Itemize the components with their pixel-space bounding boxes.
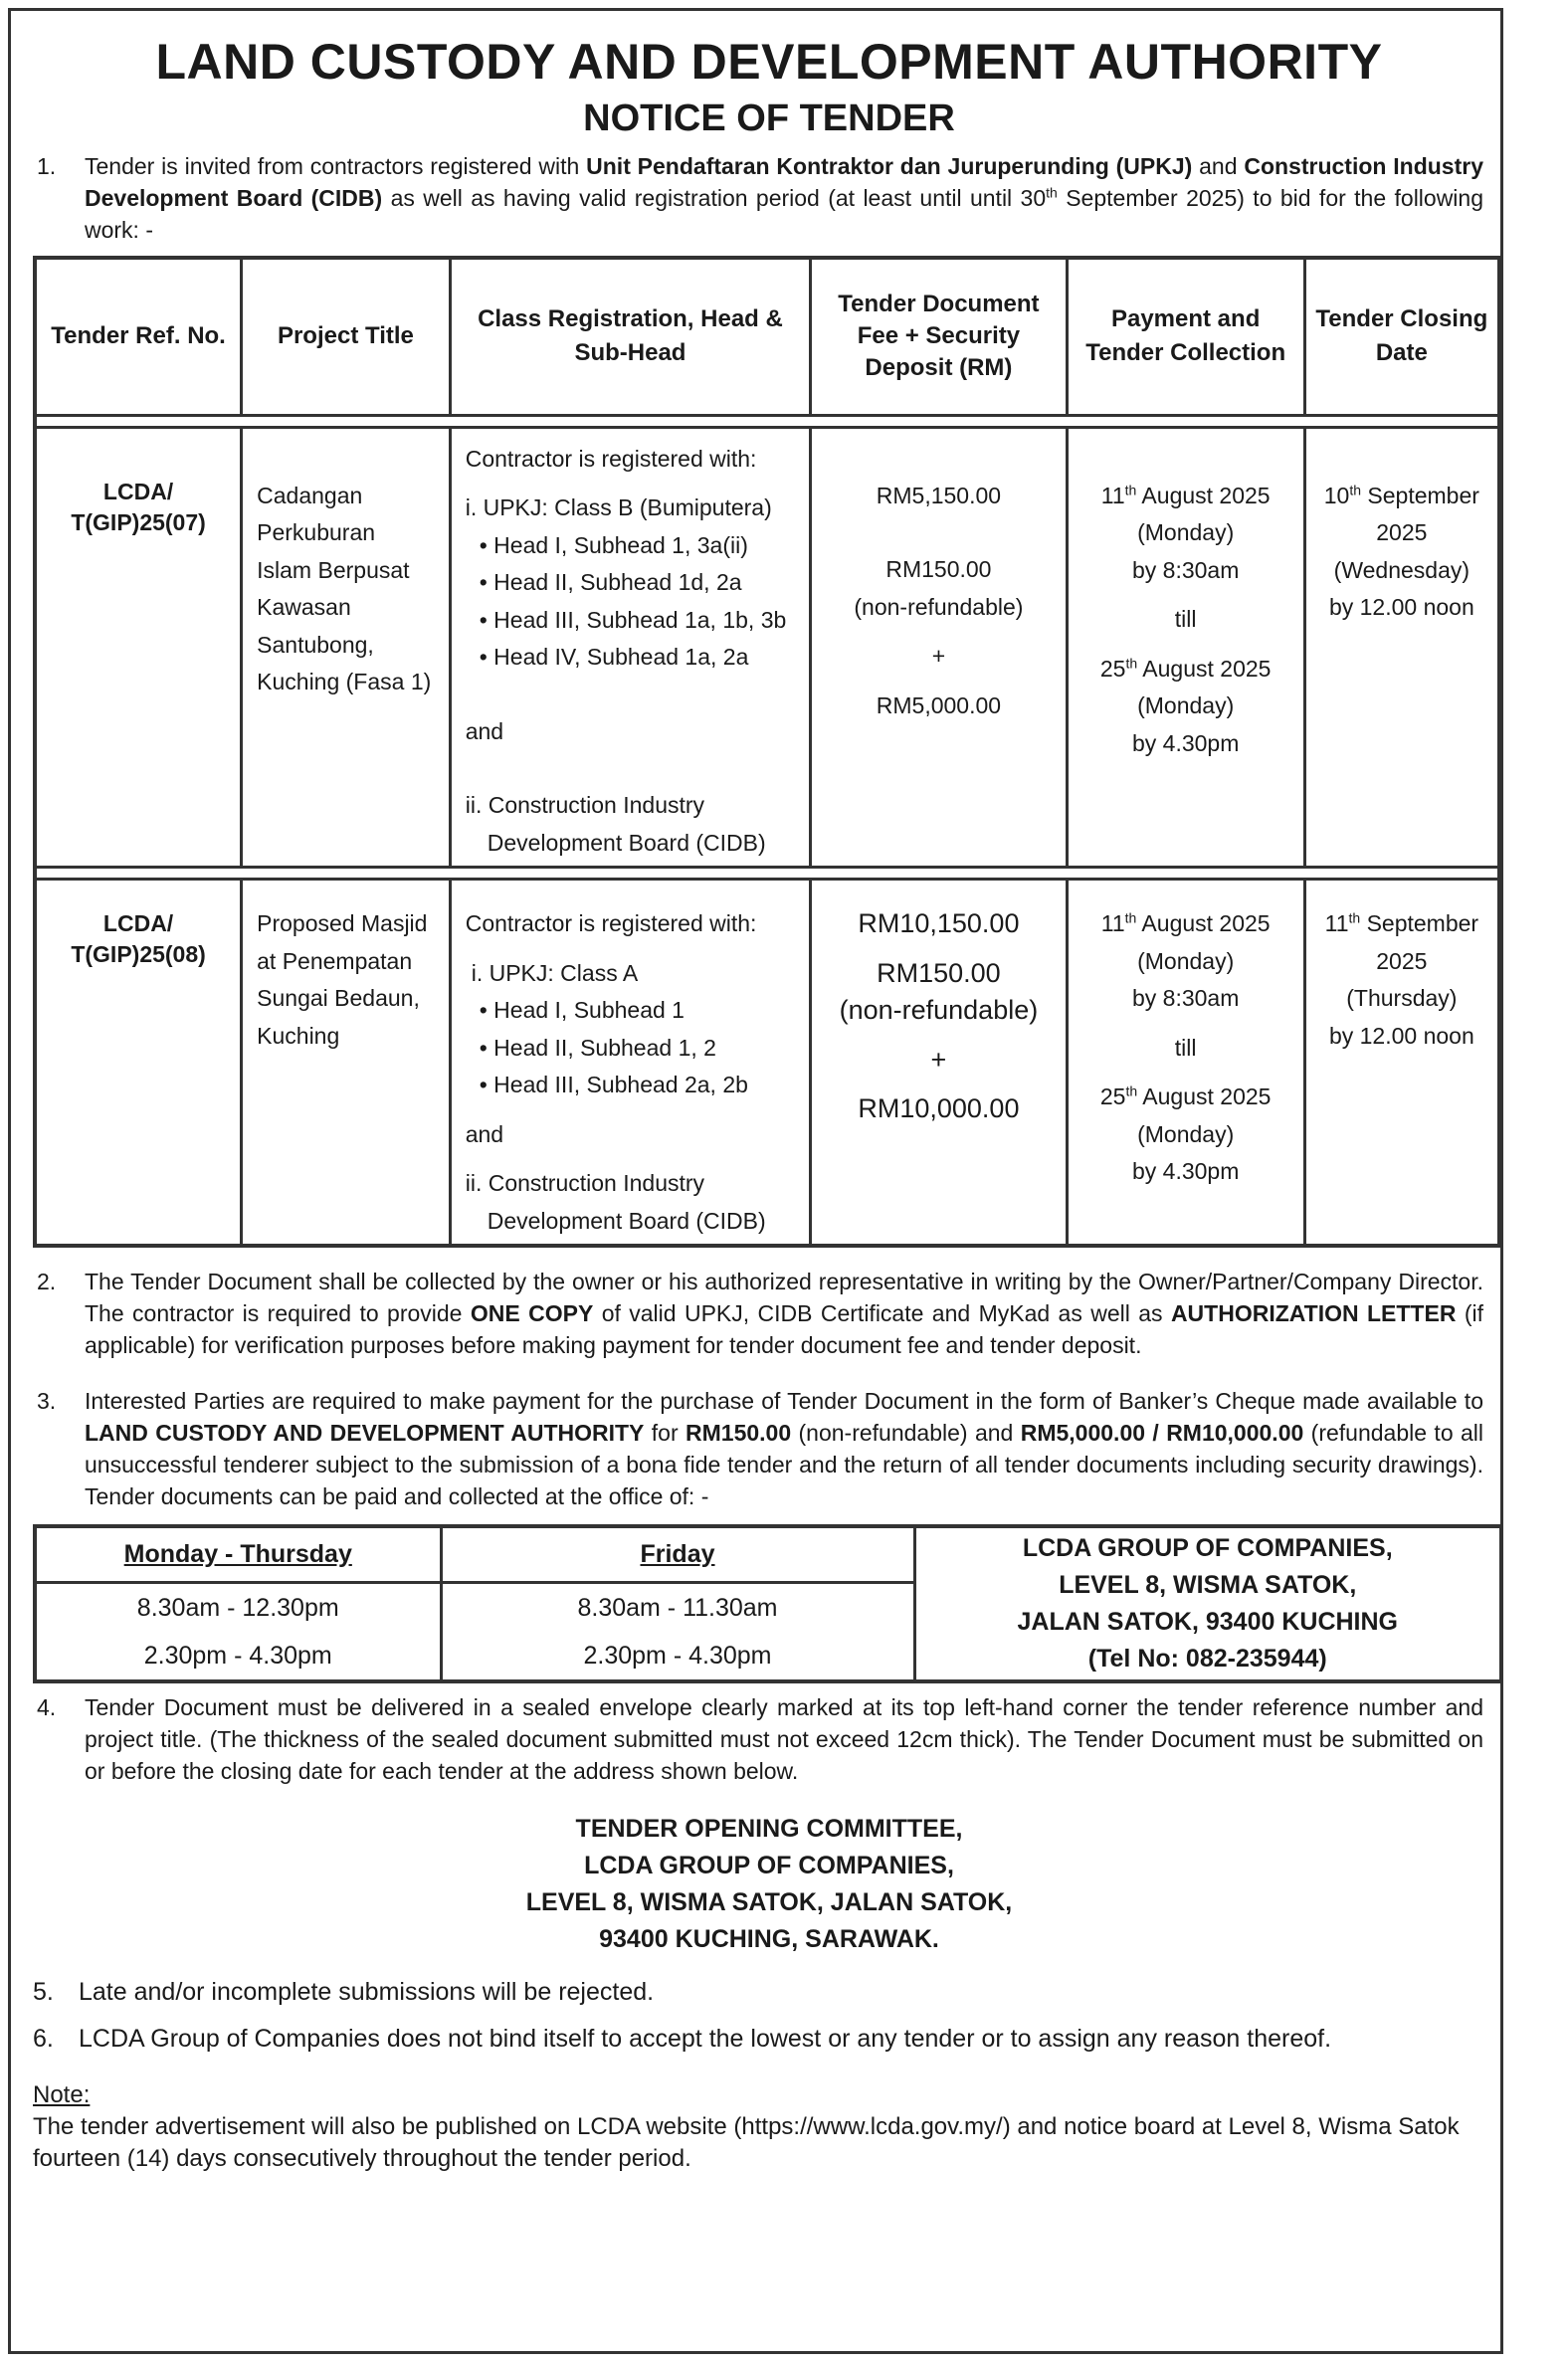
row-gap	[35, 868, 1499, 880]
cell-fee	[811, 880, 1067, 1247]
fee-deposit: RM5,000.00	[876, 691, 1002, 718]
notice-border	[8, 8, 1503, 2354]
text-run: (refundable to all unsuccessful tenderer subject to the submission of a bona fide tender and the return of all tender documents including security drawings). Tender documents can be paid and collected at the office of: -	[85, 1420, 1484, 1509]
paragraph-number: 1.	[37, 153, 57, 179]
closing-date	[1320, 905, 1483, 943]
class-intro: Contractor is registered with:	[465, 445, 757, 472]
payment-weekday: (Monday)	[1137, 947, 1235, 974]
payment-till: till	[1174, 1034, 1197, 1061]
payment-start	[1082, 905, 1289, 943]
paragraph-2	[33, 1266, 1505, 1361]
superscript: th	[1046, 184, 1058, 201]
class-cidb: Development Board (CIDB)	[487, 1207, 766, 1234]
note-section	[33, 2079, 1505, 2175]
class-cidb: ii. Construction Industry	[465, 1170, 705, 1196]
ref-line: LCDA/	[102, 910, 174, 936]
superscript: th	[1124, 481, 1137, 497]
date-month: August 2025	[1137, 1083, 1272, 1109]
header-ref: Tender Ref. No.	[35, 258, 242, 415]
class-upkj: i. UPKJ: Class A	[471, 959, 639, 986]
hours-slot: 8.30am - 11.30am	[577, 1593, 778, 1622]
bold-run: LAND CUSTODY AND DEVELOPMENT AUTHORITY	[85, 1420, 645, 1446]
address-line: LCDA GROUP OF COMPANIES,	[1022, 1533, 1393, 1562]
date-month: August 2025	[1136, 482, 1271, 508]
text-run: (non-refundable) and	[791, 1420, 1021, 1446]
row-gap	[35, 415, 1499, 427]
text-run: (if applicable) for verification purposes before making payment for tender document fee and tender deposit.	[85, 1300, 1483, 1358]
ref-line: T(GIP)25(07)	[71, 508, 206, 535]
text-run: September 2025) to bid for the following work: -	[85, 185, 1484, 243]
date-day: 11	[1100, 482, 1125, 508]
text-run: as well as having valid registration period (at least until until 30	[382, 185, 1047, 211]
head-item: • Head III, Subhead 1a, 1b, 3b	[479, 606, 787, 633]
header-fee: Tender Document Fee + Security Deposit (RM)	[811, 258, 1067, 415]
bold-run: Unit Pendaftaran Kontraktor dan Juruperunding (UPKJ)	[586, 153, 1193, 179]
text-run: of valid UPKJ, CIDB Certificate and MyKad as well as	[593, 1300, 1171, 1326]
hours-slot: 2.30pm - 4.30pm	[143, 1641, 332, 1670]
paragraph-number: 4.	[37, 1693, 57, 1720]
payment-time: by 8:30am	[1131, 985, 1240, 1011]
cell-class	[450, 880, 810, 1247]
superscript: th	[1349, 481, 1362, 497]
title-line: at Penempatan	[257, 947, 413, 974]
fee-plus: +	[931, 643, 946, 669]
bold-run: RM150.00	[686, 1420, 792, 1446]
table-row	[35, 880, 1499, 1247]
text-run: for	[644, 1420, 686, 1446]
cell-title	[242, 880, 451, 1247]
closing-time: by 12.00 noon	[1328, 1022, 1474, 1049]
header-friday: Friday	[441, 1526, 914, 1582]
paragraph-5	[33, 1974, 1505, 2011]
payment-weekday: (Monday)	[1137, 519, 1235, 545]
title-line: Cadangan	[257, 482, 363, 508]
payment-weekday: (Monday)	[1137, 692, 1235, 718]
superscript: th	[1125, 1083, 1138, 1099]
paragraph-number: 3.	[37, 1388, 57, 1414]
address-line: JALAN SATOK, 93400 KUCHING	[1017, 1607, 1398, 1636]
closing-date	[1320, 478, 1483, 515]
address-line: (Tel No: 082-235944)	[1087, 1644, 1327, 1673]
paragraph-text	[85, 150, 1505, 246]
title-line: Kawasan	[257, 594, 351, 620]
committee-address	[33, 1811, 1505, 1958]
paragraph-text: Late and/or incomplete submissions will be rejected.	[79, 1977, 655, 2006]
fee-document: RM150.00	[885, 556, 992, 582]
date-month: September	[1361, 482, 1479, 508]
cell-ref	[35, 880, 242, 1247]
hours-slot: 8.30am - 12.30pm	[136, 1593, 339, 1622]
hours-header-row	[35, 1526, 1501, 1582]
tender-table	[33, 256, 1501, 1248]
gap-cell	[35, 868, 1499, 880]
paragraph-text: LCDA Group of Companies does not bind itself to accept the lowest or any tender or to assign any reason thereof.	[79, 2024, 1332, 2053]
class-cidb: ii. Construction Industry	[465, 792, 705, 818]
notice-title: NOTICE OF TENDER	[583, 98, 955, 139]
paragraph-text	[85, 1385, 1505, 1512]
bold-run: AUTHORIZATION LETTER	[1170, 1300, 1457, 1326]
cell-payment	[1067, 427, 1304, 868]
ref-line: T(GIP)25(08)	[71, 941, 206, 967]
note-text: The tender advertisement will also be published on LCDA website (https://www.lcda.gov.my/) and notice board at Level 8, Wisma Satok fourteen (14) days consecutively throughout the tender period.	[33, 2112, 1460, 2172]
table-row	[35, 427, 1499, 868]
fee-note: (non-refundable)	[839, 995, 1039, 1025]
fee-note: (non-refundable)	[854, 593, 1024, 620]
address-line: LEVEL 8, WISMA SATOK,	[1059, 1570, 1357, 1599]
superscript: th	[1125, 654, 1138, 671]
address-line: LCDA GROUP OF COMPANIES,	[584, 1851, 954, 1879]
paragraph-1	[33, 150, 1505, 246]
cell-payment	[1067, 880, 1304, 1247]
closing-weekday: (Thursday)	[1346, 985, 1458, 1011]
bold-run: RM5,000.00 / RM10,000.00	[1020, 1420, 1304, 1446]
address-line: LEVEL 8, WISMA SATOK, JALAN SATOK,	[525, 1887, 1013, 1916]
paragraph-number: 6.	[33, 2024, 54, 2053]
header-mon-thu: Monday - Thursday	[35, 1526, 441, 1582]
notice-content	[33, 33, 1505, 2175]
date-month: September	[1360, 910, 1479, 936]
head-item: • Head III, Subhead 2a, 2b	[479, 1072, 748, 1097]
paragraph-text: Tender Document must be delivered in a sealed envelope clearly marked at its top left-hand corner the tender reference number and project title. (The thickness of the sealed document submitted must not exceed 12cm thick). The Tender Document must be submitted on or before the closing date for each tender at the address shown below.	[85, 1693, 1483, 1784]
superscript: th	[1348, 909, 1361, 926]
date-month: August 2025	[1136, 910, 1271, 936]
class-intro: Contractor is registered with:	[465, 910, 757, 936]
header-title: Project Title	[242, 258, 451, 415]
title-line: Kuching (Fasa 1)	[257, 669, 432, 694]
office-address	[914, 1526, 1501, 1681]
payment-till: till	[1174, 606, 1197, 632]
office-hours-table	[33, 1524, 1503, 1683]
payment-start	[1082, 478, 1289, 515]
payment-time: by 8:30am	[1131, 556, 1240, 583]
fee-document: RM150.00	[877, 957, 1001, 988]
date-month: August 2025	[1137, 655, 1272, 682]
payment-time: by 4.30pm	[1131, 1158, 1240, 1184]
closing-year: 2025	[1376, 519, 1428, 545]
fee-deposit: RM10,000.00	[858, 1093, 1020, 1123]
class-upkj: i. UPKJ: Class B (Bumiputera)	[465, 494, 772, 520]
title-line: Kuching	[257, 1022, 340, 1049]
date-day: 25	[1099, 655, 1126, 682]
superscript: th	[1124, 909, 1137, 926]
paragraph-3	[33, 1385, 1505, 1512]
cell-ref	[35, 427, 242, 868]
text-run: and	[1192, 153, 1245, 179]
org-title: LAND CUSTODY AND DEVELOPMENT AUTHORITY	[155, 34, 1383, 90]
fee-total: RM5,150.00	[876, 482, 1002, 508]
payment-end	[1082, 651, 1289, 689]
cell-title	[242, 427, 451, 868]
cell-class	[450, 427, 810, 868]
payment-end	[1082, 1079, 1289, 1116]
closing-time: by 12.00 noon	[1328, 594, 1474, 620]
paragraph-4	[33, 1691, 1505, 1787]
friday-hours	[441, 1582, 914, 1681]
head-item: • Head II, Subhead 1d, 2a	[479, 569, 742, 595]
gap-cell	[35, 415, 1499, 427]
mon-thu-hours	[35, 1582, 441, 1681]
header-payment: Payment and Tender Collection	[1067, 258, 1304, 415]
fee-total: RM10,150.00	[858, 908, 1020, 938]
text-run: Tender is invited from contractors registered with	[85, 153, 587, 179]
text-run: The Tender Document shall be collected by the owner or his authorized representative in writing by the Owner/Partner/Company Director. The contractor is required to provide	[85, 1269, 1483, 1326]
hours-slot: 2.30pm - 4.30pm	[583, 1641, 772, 1670]
date-day: 25	[1099, 1083, 1126, 1109]
closing-weekday: (Wednesday)	[1333, 556, 1470, 583]
date-day: 11	[1324, 910, 1349, 936]
paragraph-number: 5.	[33, 1977, 54, 2006]
date-day: 11	[1100, 910, 1125, 936]
bold-run: Construction Industry Development Board (CIDB)	[85, 153, 1483, 211]
class-and: and	[465, 1120, 504, 1147]
class-and: and	[465, 717, 504, 744]
cell-closing	[1304, 880, 1499, 1247]
ref-line: LCDA/	[102, 478, 174, 504]
paragraph-number: 2.	[37, 1269, 57, 1294]
date-day: 10	[1323, 482, 1350, 508]
header-closing: Tender Closing Date	[1304, 258, 1499, 415]
class-cidb: Development Board (CIDB)	[487, 829, 766, 856]
payment-weekday: (Monday)	[1137, 1120, 1235, 1147]
paragraph-text	[85, 1266, 1505, 1361]
table-header-row	[35, 258, 1499, 415]
cell-fee	[811, 427, 1067, 868]
paragraph-6	[33, 2021, 1505, 2058]
title-line: Proposed Masjid	[257, 910, 428, 936]
head-item: • Head I, Subhead 1	[479, 997, 685, 1023]
head-item: • Head I, Subhead 1, 3a(ii)	[479, 531, 748, 558]
bold-run: ONE COPY	[470, 1300, 594, 1326]
title-line: Sungai Bedaun,	[257, 985, 420, 1011]
closing-year: 2025	[1376, 947, 1428, 974]
note-heading: Note:	[33, 2080, 91, 2108]
title-line: Santubong,	[257, 631, 374, 658]
payment-time: by 4.30pm	[1131, 729, 1240, 756]
head-item: • Head IV, Subhead 1a, 2a	[479, 644, 749, 670]
cell-closing	[1304, 427, 1499, 868]
text-run: Interested Parties are required to make payment for the purchase of Tender Document in the form of Banker’s Cheque made available to	[85, 1388, 1483, 1414]
head-item: • Head II, Subhead 1, 2	[479, 1034, 716, 1061]
address-line: 93400 KUCHING, SARAWAK.	[599, 1924, 939, 1953]
title-line: Perkuburan	[257, 519, 376, 545]
header-class: Class Registration, Head & Sub-Head	[450, 258, 810, 415]
address-line: TENDER OPENING COMMITTEE,	[575, 1814, 963, 1843]
fee-plus: +	[930, 1044, 947, 1075]
title-line: Islam Berpusat	[257, 556, 410, 583]
